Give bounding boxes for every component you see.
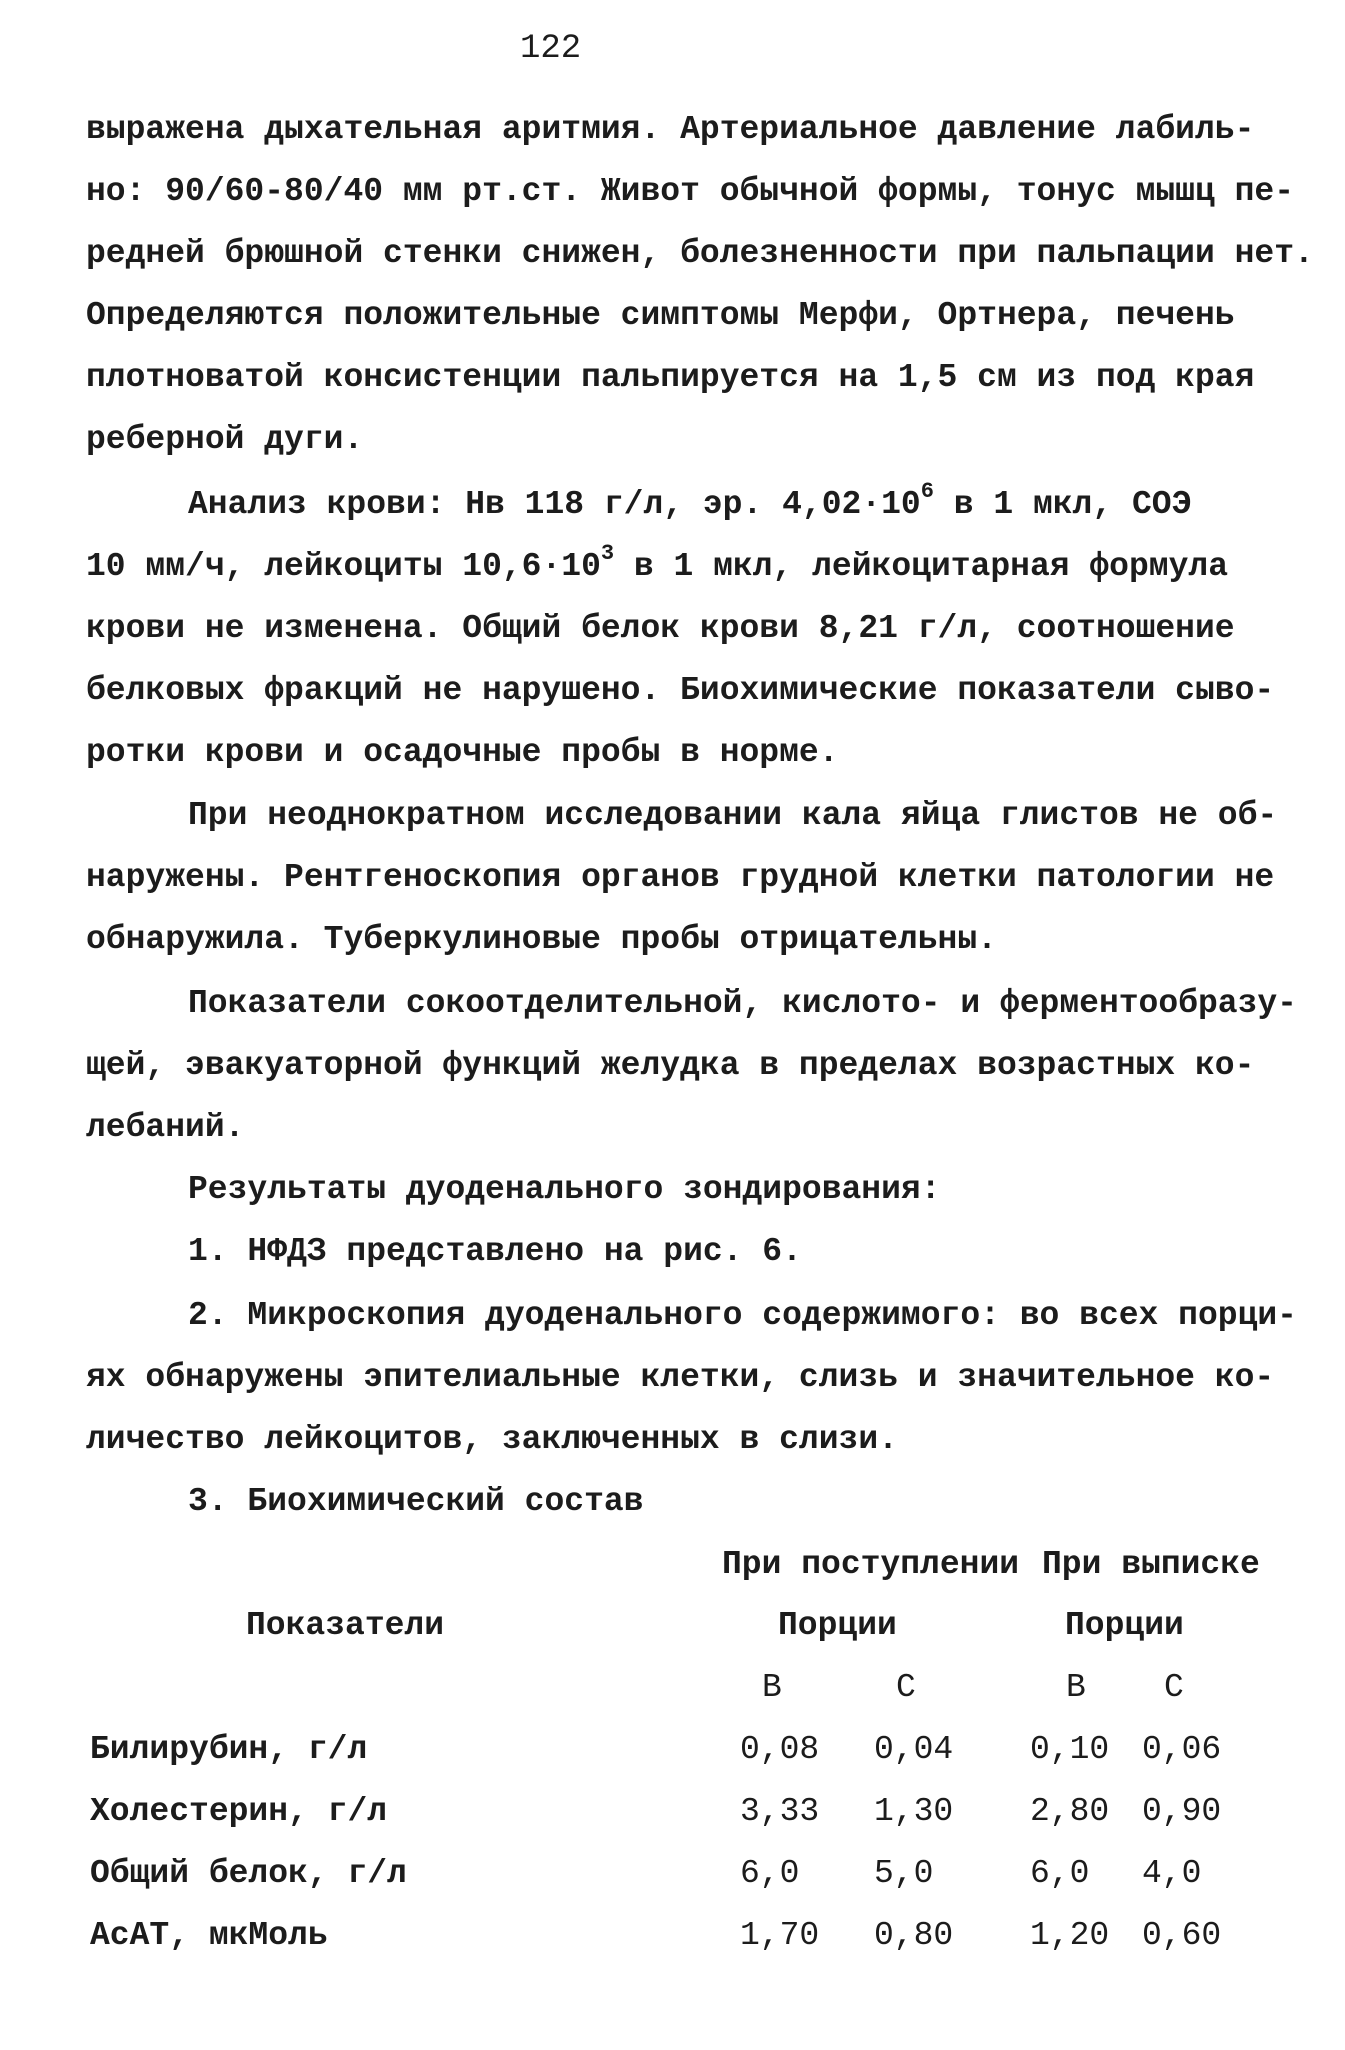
text-line: но: 90/60-80/40 мм рт.ст. Живот обычной формы, тонус мышц пе- [86,173,1294,210]
text-line: 1. НФДЗ представлено на рис. 6. [188,1233,802,1270]
text-line: редней брюшной стенки снижен, болезненности при пальпации нет. [86,235,1314,272]
table-cell: 1,20 [1030,1917,1110,1954]
text-line: 2. Микроскопия дуоденального содержимого: во всех порци- [188,1297,1297,1334]
text-line: 3. Биохимический состав [188,1483,644,1520]
text-line: обнаружила. Туберкулиновые пробы отрицательны. [86,921,997,958]
table-cell: 0,10 [1030,1731,1110,1768]
text-line: наружены. Рентгеноскопия органов грудной клетки патологии не [86,859,1275,896]
text-line: реберной дуги. [86,421,364,458]
header-discharge: При выписке [1042,1546,1260,1583]
table-cell: 3,33 [740,1793,820,1830]
table-cell: 2,80 [1030,1793,1110,1830]
header-portions-admission: Порции [778,1607,897,1644]
text-line: крови не изменена. Общий белок крови 8,21 г/л, соотношение [86,610,1235,647]
text-line: личество лейкоцитов, заключенных в слизи. [86,1421,898,1458]
text-line: выражена дыхательная аритмия. Артериальное давление лабиль- [86,111,1255,148]
text-line: лебаний. [86,1109,245,1146]
portion-c-discharge: С [1164,1669,1184,1706]
text-line: Определяются положительные симптомы Мерфи, Ортнера, печень [86,297,1235,334]
table-cell: 0,04 [874,1731,954,1768]
header-indicators: Показатели [246,1607,445,1644]
portion-b-admission: В [762,1669,782,1706]
text-line: Анализ крови: Нв 118 г/л, эр. $4,02\cdot 10^6$ в 1 мкл, СОЭ [188,479,1192,523]
table-cell: 1,30 [874,1793,954,1830]
table-cell: 5,0 [874,1855,934,1892]
text-line: Показатели сокоотделительной, кислото- и ферментообразу- [188,985,1297,1022]
page-number: 122 [520,30,582,68]
table-cell: 1,70 [740,1917,820,1954]
text-line: При неоднократном исследовании кала яйца глистов не об- [188,797,1278,834]
portion-c-admission: С [896,1669,916,1706]
row-label: Общий белок, г/л [90,1855,407,1892]
table-cell: 6,0 [1030,1855,1090,1892]
text-line: ях обнаружены эпителиальные клетки, слизь и значительное ко- [86,1359,1275,1396]
table-cell: 0,90 [1142,1793,1222,1830]
text-line: 10 мм/ч, лейкоциты $10,6\cdot 10^3$ в 1 мкл, лейкоцитарная формула [86,541,1228,585]
table-cell: 6,0 [740,1855,800,1892]
row-label: Холестерин, г/л [90,1793,388,1830]
header-portions-discharge: Порции [1065,1607,1184,1644]
table-cell: 0,60 [1142,1917,1222,1954]
text-line: щей, эвакуаторной функций желудка в пределах возрастных ко- [86,1047,1255,1084]
row-label: АсАТ, мкМоль [90,1917,328,1954]
text-line: Результаты дуоденального зондирования: [188,1171,941,1208]
table-cell: 0,06 [1142,1731,1222,1768]
table-cell: 0,80 [874,1917,954,1954]
header-admission: При поступлении [722,1546,1020,1583]
row-label: Билирубин, г/л [90,1731,368,1768]
text-line: белковых фракций не нарушено. Биохимические показатели сыво- [86,672,1275,709]
table-cell: 4,0 [1142,1855,1202,1892]
text-line: ротки крови и осадочные пробы в норме. [86,734,839,771]
portion-b-discharge: В [1066,1669,1086,1706]
text-line: плотноватой консистенции пальпируется на 1,5 см из под края [86,359,1255,396]
table-cell: 0,08 [740,1731,820,1768]
